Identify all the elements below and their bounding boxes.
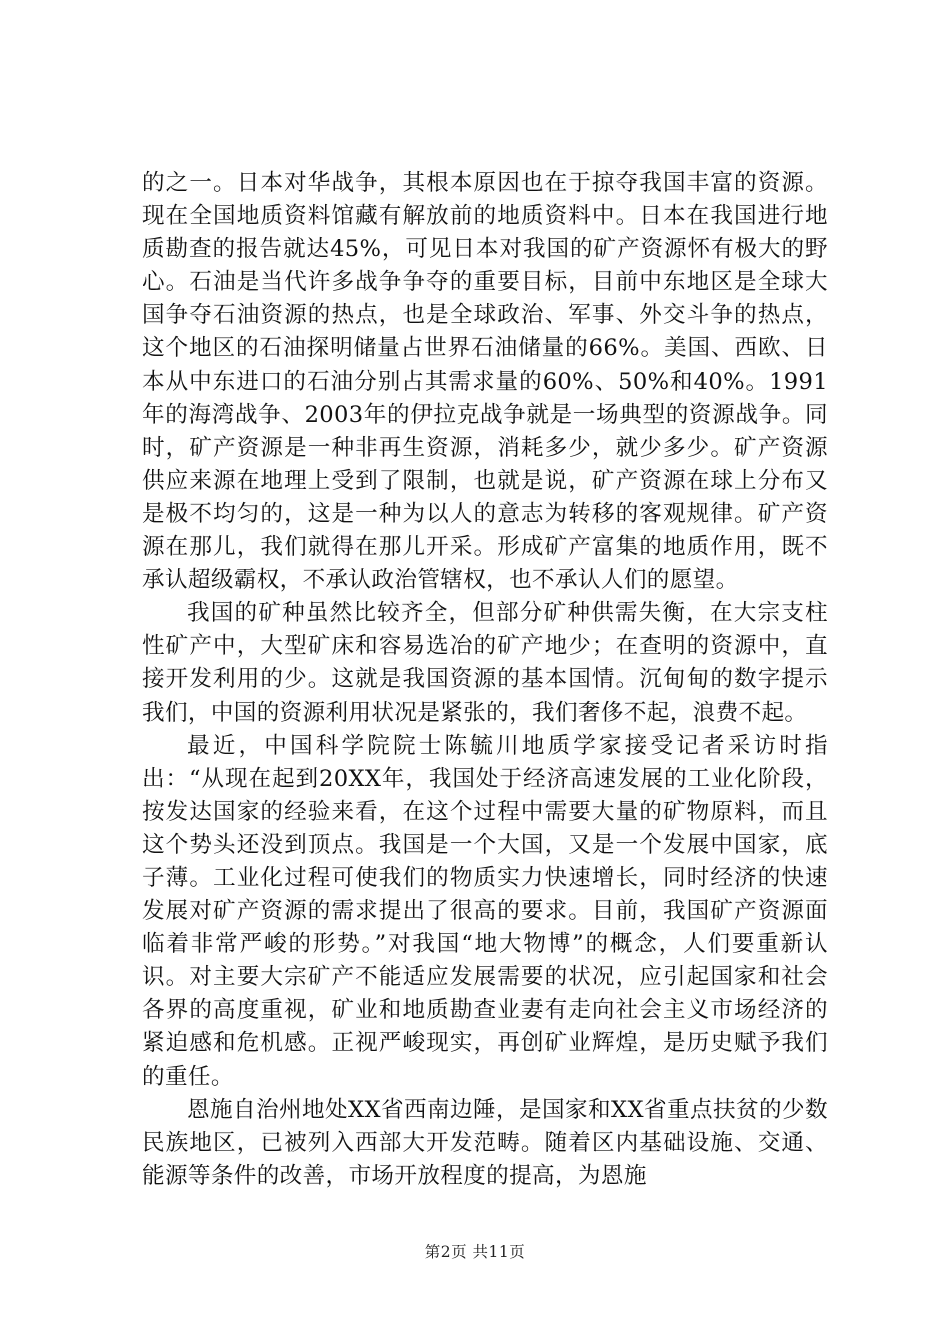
paragraph-expert-quote: 最近，中国科学院院士陈毓川地质学家接受记者采访时指出：“从现在起到20XX年，我国处于经济高速发展的工业化阶段，按发达国家的经验来看，在这个过程中需要大量的矿物原料，而且这个势头还没到顶点。我国是一个大国，又是一个发展中国家，底子薄。工业化过程可使我们的物质实力快速增长，同时经济的快速发展对矿产资源的需求提出了很高的要求。目前，我国矿产资源面临着非常严峻的形势。”对我国“地大物博”的概念，人们要重新认识。对主要大宗矿产不能适应发展需要的状况，应引起国家和社会各界的高度重视，矿业和地质勘查业妻有走向社会主义市场经济的紧迫感和危机感。正视严峻现实，再创矿业辉煌，是历史赋予我们的重任。 [142, 732, 828, 1090]
paragraph-continued: 的之一。日本对华战争，其根本原因也在于掠夺我国丰富的资源。现在全国地质资料馆藏有解放前的地质资料中。日本在我国进行地质勘查的报告就达45%，可见日本对我国的矿产资源怀有极大的野心。石油是当代许多战争争夺的重要目标，目前中东地区是全球大国争夺石油资源的热点，也是全球政治、军事、外交斗争的热点，这个地区的石油探明储量占世界石油储量的66%。美国、西欧、日本从中东进口的石油分别占其需求量的60%、50%和40%。1991年的海湾战争、2003年的伊拉克战争就是一场典型的资源战争。同时，矿产资源是一种非再生资源，消耗多少，就少多少。矿产资源供应来源在地理上受到了限制，也就是说，矿产资源在球上分布又是极不均匀的，这是一种为以人的意志为转移的客观规律。矿产资源在那儿，我们就得在那儿开采。形成矿产富集的地质作用，既不承认超级霸权，不承认政治管辖权，也不承认人们的愿望。 [142, 170, 828, 594]
page-footer: 第2页 共11页 [424, 1243, 526, 1261]
paragraph-mineral-supply: 我国的矿种虽然比较齐全，但部分矿种供需失衡，在大宗支柱性矿产中，大型矿床和容易选冶的矿产地少；在查明的资源中，直接开发利用的少。这就是我国资源的基本国情。沉甸甸的数字提示我们，中国的资源利用状况是紧张的，我们奢侈不起，浪费不起。 [142, 600, 828, 726]
paragraph-enshi: 恩施自治州地处XX省西南边陲，是国家和XX省重点扶贫的少数民族地区，已被列入西部大开发范畴。随着区内基础设施、交通、能源等条件的改善，市场开放程度的提高，为恩施 [142, 1096, 828, 1189]
body-text [142, 167, 828, 1193]
